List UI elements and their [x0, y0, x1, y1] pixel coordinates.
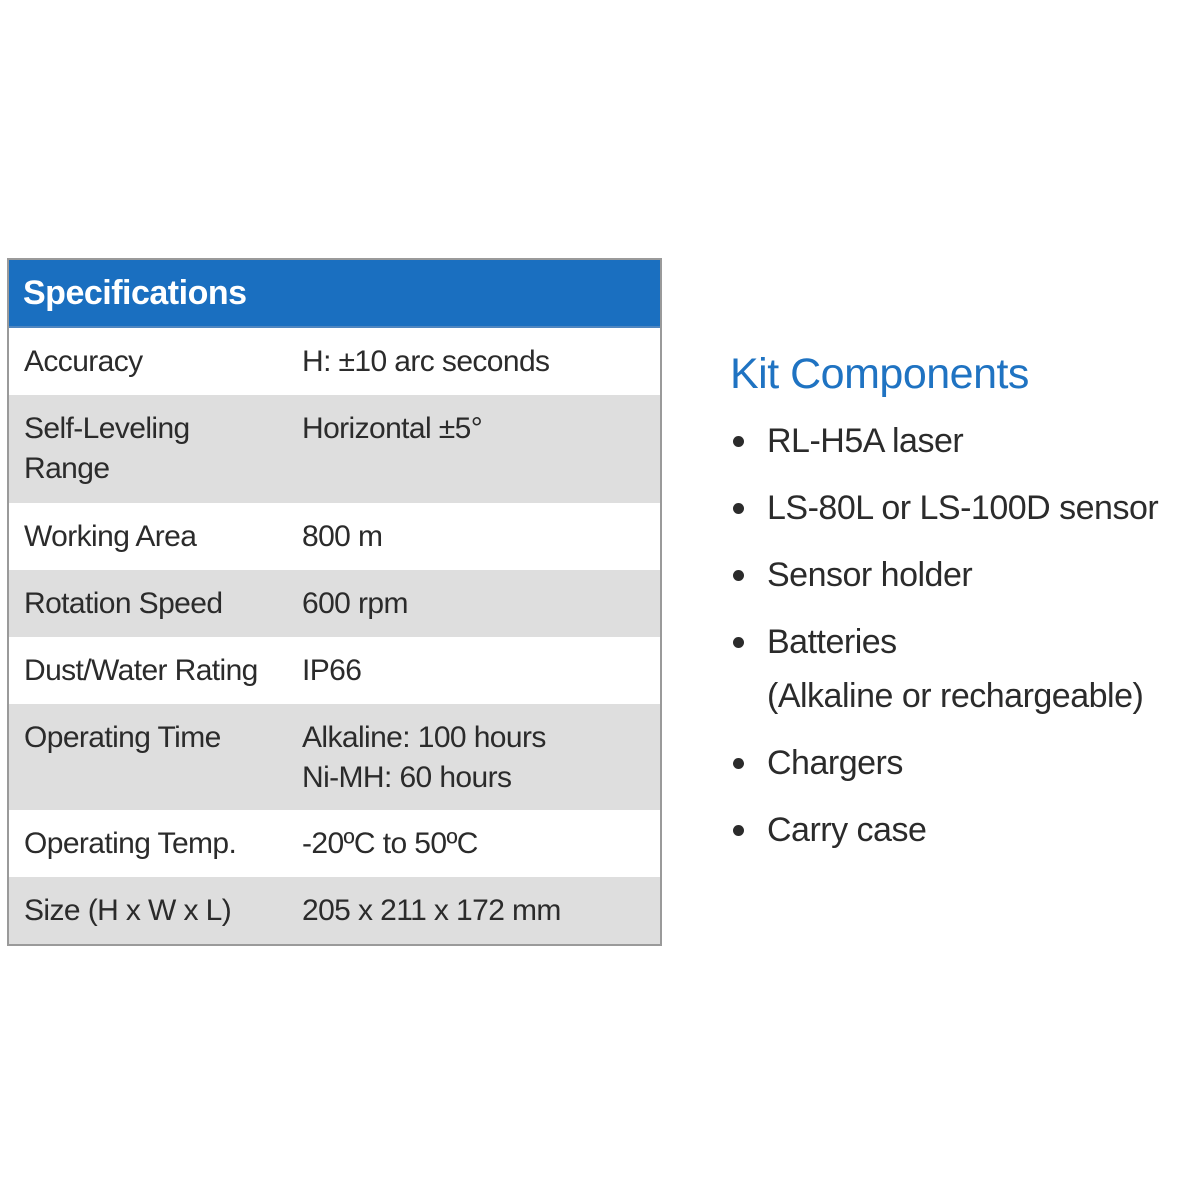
- kit-item-label: Carry case: [767, 811, 927, 849]
- spec-value: 600 rpm: [302, 587, 408, 620]
- spec-row-accuracy: [9, 328, 660, 395]
- list-item: [730, 548, 1200, 602]
- spec-label: Accuracy: [24, 345, 143, 378]
- kit-components-title: Kit Components: [730, 350, 1029, 398]
- specifications-table: [7, 258, 662, 946]
- bullet-icon: [733, 503, 744, 514]
- bullet-icon: [733, 637, 744, 648]
- spec-row-size: [9, 877, 660, 944]
- kit-components-list: [730, 414, 1200, 857]
- list-item: [730, 414, 1200, 468]
- spec-value: -20ºC to 50ºC: [302, 827, 478, 860]
- spec-row-operating-time: [9, 704, 660, 810]
- list-item: [730, 481, 1200, 535]
- spec-label: Working Area: [24, 520, 197, 553]
- spec-label: Operating Temp.: [24, 827, 237, 860]
- spec-label: Operating Time: [24, 721, 221, 754]
- spec-row-dust-water-rating: [9, 637, 660, 704]
- spec-row-rotation-speed: [9, 570, 660, 637]
- spec-label: Size (H x W x L): [24, 894, 232, 927]
- bullet-icon: [733, 436, 744, 447]
- spec-label: Rotation Speed: [24, 587, 223, 620]
- spec-value: 205 x 211 x 172 mm: [302, 894, 561, 927]
- kit-components: [730, 348, 1200, 870]
- list-item: [730, 615, 1200, 723]
- bullet-icon: [733, 825, 744, 836]
- kit-item-label: Batteries: [767, 623, 897, 661]
- kit-item-label: LS-80L or LS-100D sensor: [767, 489, 1159, 527]
- spec-label: Self-Leveling Range: [24, 412, 190, 485]
- spec-label: Dust/Water Rating: [24, 654, 258, 687]
- spec-value: IP66: [302, 654, 362, 687]
- spec-row-working-area: [9, 503, 660, 570]
- kit-item-label: RL-H5A laser: [767, 422, 964, 460]
- kit-item-label: Chargers: [767, 744, 903, 782]
- spec-value: Horizontal ±5°: [302, 412, 483, 445]
- bullet-icon: [733, 758, 744, 769]
- list-item: [730, 803, 1200, 857]
- list-item: [730, 736, 1200, 790]
- spec-value: 800 m: [302, 520, 383, 553]
- bullet-icon: [733, 570, 744, 581]
- spec-row-self-leveling-range: [9, 395, 660, 503]
- kit-item-sublabel: (Alkaline or rechargeable): [767, 677, 1144, 715]
- kit-item-label: Sensor holder: [767, 556, 973, 594]
- specifications-header: [9, 260, 660, 328]
- spec-row-operating-temp: [9, 810, 660, 877]
- spec-value: Alkaline: 100 hours Ni-MH: 60 hours: [302, 721, 546, 794]
- spec-value: H: ±10 arc seconds: [302, 345, 550, 378]
- specifications-title: Specifications: [23, 273, 247, 312]
